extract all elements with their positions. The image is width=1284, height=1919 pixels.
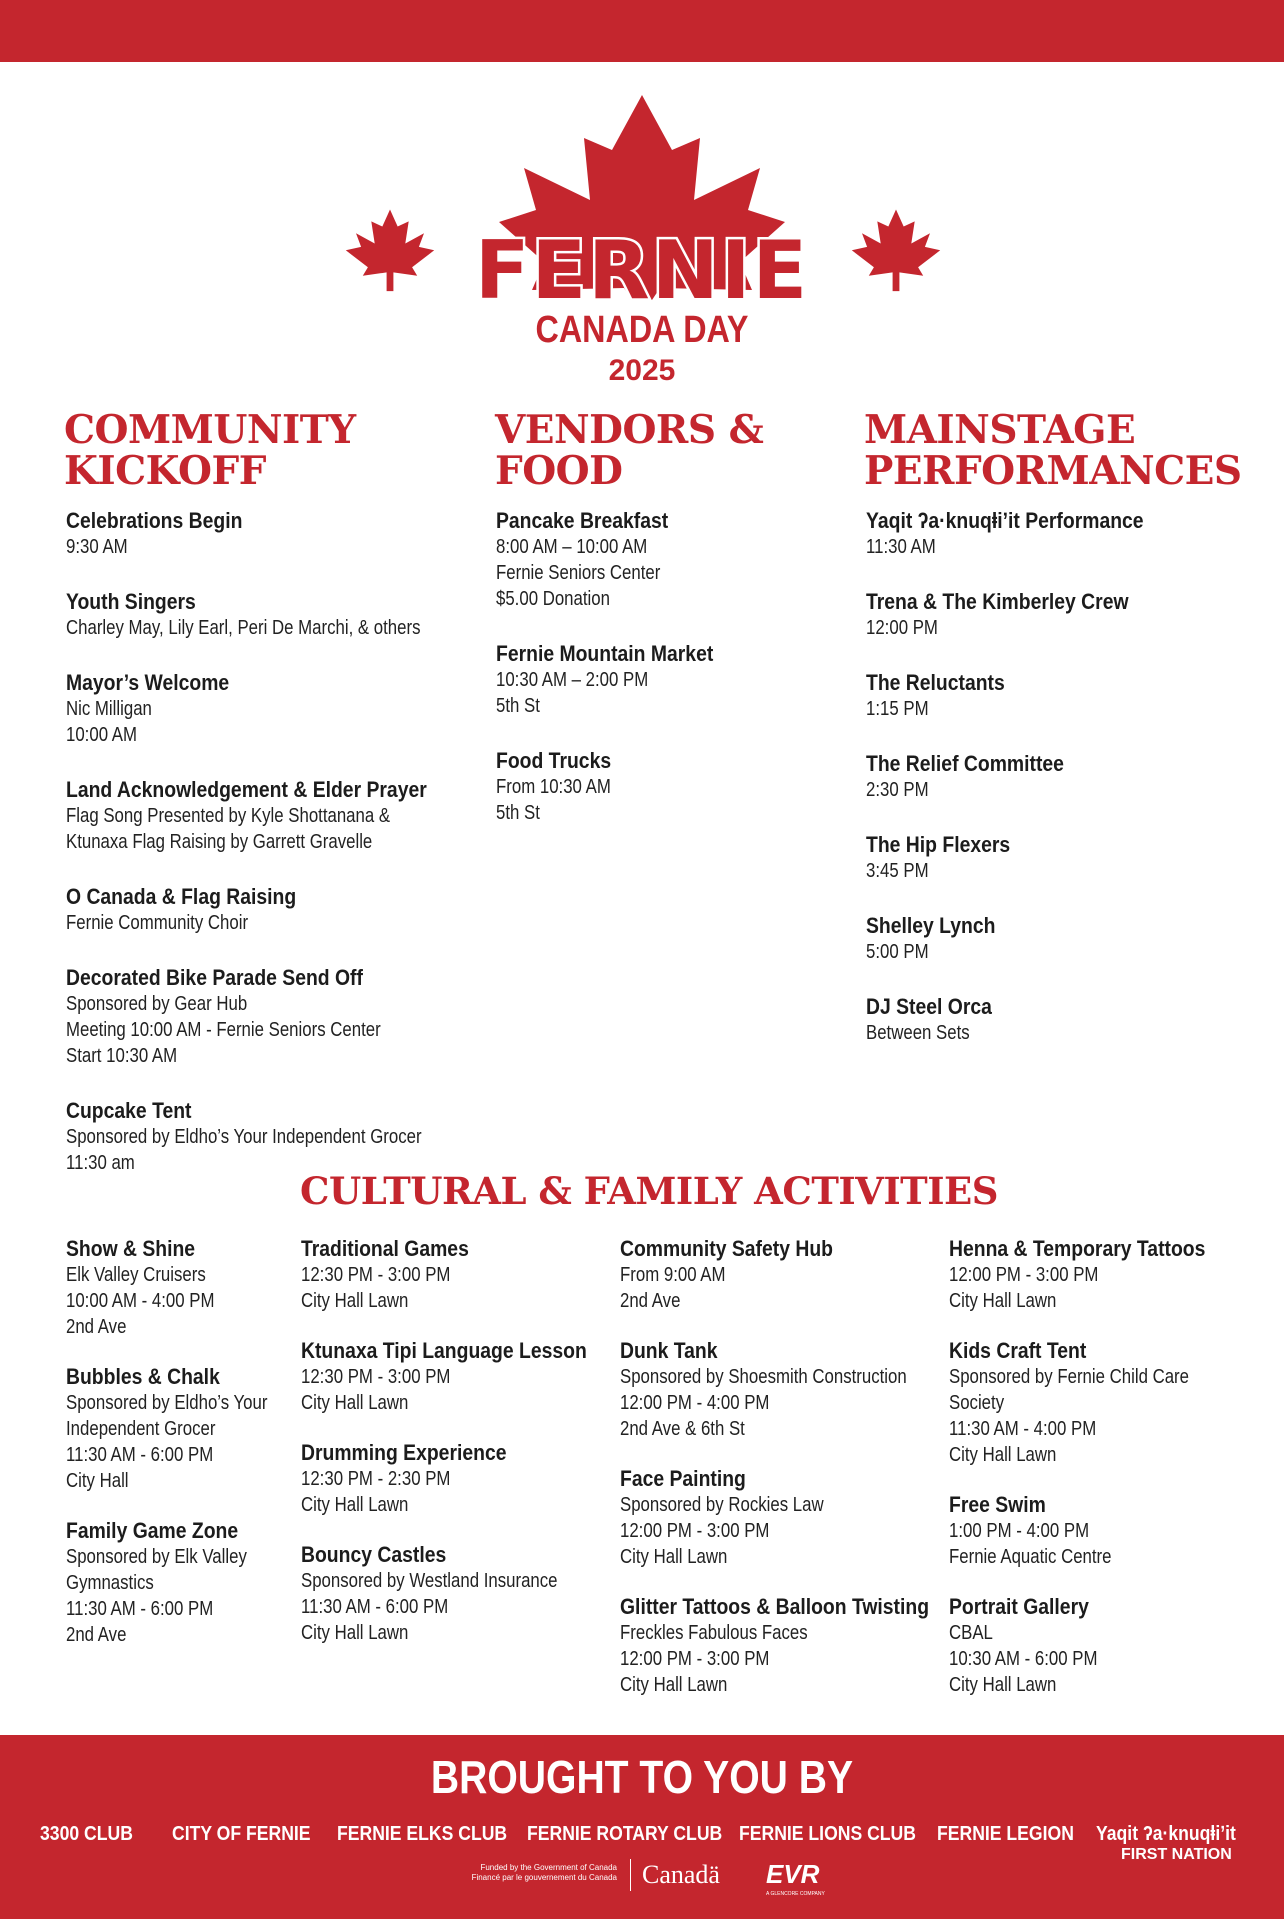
event-item	[949, 1492, 1269, 1570]
event-detail: 1:00 PM - 4:00 PM	[949, 1520, 1090, 1542]
event-detail: Sponsored by Rockies Law	[620, 1494, 824, 1516]
event-detail: Nic Milligan	[66, 698, 152, 720]
event-title: Pancake Breakfast	[496, 508, 669, 533]
event-title: Shelley Lynch	[866, 913, 996, 938]
event-title: Yaqit ʔa·knuqⱡiʼit Performance	[866, 508, 1144, 533]
event-item	[496, 641, 836, 719]
event-detail: City Hall	[66, 1470, 129, 1492]
event-item	[620, 1594, 940, 1698]
event-title: Land Acknowledgement & Elder Prayer	[66, 777, 427, 802]
event-detail: 11:30 AM	[866, 536, 936, 558]
event-detail: 12:00 PM - 3:00 PM	[620, 1520, 770, 1542]
event-detail: Start 10:30 AM	[66, 1045, 178, 1067]
event-item	[301, 1236, 601, 1314]
event-item	[620, 1466, 940, 1570]
evr-tagline: A GLENCORE COMPANY	[766, 1891, 825, 1897]
sponsor-fernie-elks-club: FERNIE ELKS CLUB	[337, 1823, 508, 1845]
event-title: Traditional Games	[301, 1236, 469, 1261]
event-detail: Society	[949, 1392, 1005, 1414]
event-item	[866, 589, 1246, 641]
event-detail: 12:30 PM - 3:00 PM	[301, 1366, 451, 1388]
event-item	[66, 589, 466, 641]
event-detail: 11:30 AM - 6:00 PM	[301, 1596, 449, 1618]
event-detail: 2nd Ave	[66, 1316, 127, 1338]
event-title: Show & Shine	[66, 1236, 196, 1261]
event-detail: 10:00 AM - 4:00 PM	[66, 1290, 215, 1312]
activities-column-4	[949, 1236, 1269, 1722]
event-title: Ktunaxa Tipi Language Lesson	[301, 1338, 587, 1363]
event-detail: 2nd Ave	[620, 1290, 681, 1312]
event-title: Portrait Gallery	[949, 1594, 1089, 1619]
event-detail: 2nd Ave & 6th St	[620, 1418, 745, 1440]
activities-column-3	[620, 1236, 940, 1722]
event-detail: Sponsored by Shoesmith Construction	[620, 1366, 907, 1388]
event-title: Bubbles & Chalk	[66, 1364, 220, 1389]
event-detail: 10:30 AM – 2:00 PM	[496, 669, 649, 691]
event-detail: Elk Valley Cruisers	[66, 1264, 206, 1286]
logo-subtitle: CANADA DAY	[535, 308, 749, 351]
event-item	[66, 965, 466, 1069]
event-title: Face Painting	[620, 1466, 746, 1491]
event-detail: Fernie Aquatic Centre	[949, 1546, 1112, 1568]
footer-divider	[630, 1859, 631, 1891]
event-detail: Meeting 10:00 AM - Fernie Seniors Center	[66, 1019, 381, 1041]
sponsor-first-nation-label: FIRST NATION	[1121, 1846, 1232, 1863]
event-item	[949, 1594, 1269, 1698]
event-detail: Sponsored by Fernie Child Care	[949, 1366, 1189, 1388]
event-detail: Independent Grocer	[66, 1418, 216, 1440]
event-detail: 9:30 AM	[66, 536, 128, 558]
event-item	[866, 751, 1246, 803]
sponsor-city-of-fernie: CITY OF FERNIE	[172, 1823, 311, 1845]
funded-by-notice: Funded by the Government of Canada Financé par le gouvernement du Canada	[471, 1863, 617, 1882]
event-detail: $5.00 Donation	[496, 588, 610, 610]
event-detail: Sponsored by Elk Valley	[66, 1546, 247, 1568]
cultural-family-activities-heading: CULTURAL & FAMILY ACTIVITIES	[300, 1169, 998, 1213]
event-title: Free Swim	[949, 1492, 1046, 1517]
event-item	[66, 670, 466, 748]
event-title: Mayor’s Welcome	[66, 670, 230, 695]
evr-logo: EVR	[766, 1859, 820, 1889]
event-title: Dunk Tank	[620, 1338, 718, 1363]
event-detail: City Hall Lawn	[301, 1494, 409, 1516]
event-detail: Ktunaxa Flag Raising by Garrett Gravelle	[66, 831, 373, 853]
event-item	[949, 1236, 1269, 1314]
event-item	[949, 1338, 1269, 1468]
sponsor-3300-club: 3300 CLUB	[40, 1823, 133, 1845]
event-title: The Hip Flexers	[866, 832, 1011, 857]
event-detail: 11:30 AM - 4:00 PM	[949, 1418, 1097, 1440]
event-title: Cupcake Tent	[66, 1098, 192, 1123]
event-detail: 12:00 PM - 4:00 PM	[620, 1392, 770, 1414]
event-detail: City Hall Lawn	[949, 1444, 1057, 1466]
event-detail: 2:30 PM	[866, 779, 929, 801]
maple-leaf-left-icon	[346, 210, 434, 292]
event-item	[496, 748, 836, 826]
event-detail: 12:30 PM - 2:30 PM	[301, 1468, 451, 1490]
event-detail: 12:00 PM - 3:00 PM	[949, 1264, 1099, 1286]
mainstage-list	[866, 508, 1246, 1075]
event-title: The Reluctants	[866, 670, 1005, 695]
event-detail: From 9:00 AM	[620, 1264, 726, 1286]
logo-year: 2025	[608, 354, 676, 387]
event-title: Family Game Zone	[66, 1518, 239, 1543]
vendors-food-list	[496, 508, 836, 855]
event-detail: CBAL	[949, 1622, 993, 1644]
event-detail: From 10:30 AM	[496, 776, 611, 798]
event-detail: 11:30 AM - 6:00 PM	[66, 1598, 214, 1620]
event-title: DJ Steel Orca	[866, 994, 992, 1019]
event-detail: 1:15 PM	[866, 698, 929, 720]
sponsors-footer	[0, 1735, 1284, 1919]
event-title: Youth Singers	[66, 589, 196, 614]
community-kickoff-list	[66, 508, 466, 1205]
event-detail: City Hall Lawn	[949, 1290, 1057, 1312]
event-detail: Charley May, Lily Earl, Peri De Marchi, & others	[66, 617, 421, 639]
event-detail: 8:00 AM – 10:00 AM	[496, 536, 648, 558]
event-detail: 2nd Ave	[66, 1624, 127, 1646]
fernie-canada-day-logo	[0, 62, 1284, 392]
event-detail: City Hall Lawn	[620, 1546, 728, 1568]
event-detail: City Hall Lawn	[620, 1674, 728, 1696]
event-title: Henna & Temporary Tattoos	[949, 1236, 1206, 1261]
event-detail: 5th St	[496, 802, 540, 824]
event-detail: Fernie Seniors Center	[496, 562, 661, 584]
event-title: Decorated Bike Parade Send Off	[66, 965, 363, 990]
event-title: Fernie Mountain Market	[496, 641, 714, 666]
event-item	[866, 994, 1246, 1046]
event-item	[66, 1236, 286, 1340]
event-item	[620, 1236, 940, 1314]
event-item	[66, 777, 466, 855]
event-detail: 10:00 AM	[66, 724, 137, 746]
maple-leaf-right-icon	[852, 210, 940, 292]
event-item	[66, 1098, 466, 1176]
event-detail: 12:00 PM	[866, 617, 938, 639]
event-detail: Freckles Fabulous Faces	[620, 1622, 808, 1644]
sponsor-fernie-lions-club: FERNIE LIONS CLUB	[739, 1823, 916, 1845]
event-detail: Sponsored by Gear Hub	[66, 993, 248, 1015]
event-detail: 11:30 AM - 6:00 PM	[66, 1444, 214, 1466]
mainstage-heading: MAINSTAGE PERFORMANCES	[864, 407, 1242, 494]
event-detail: 5:00 PM	[866, 941, 929, 963]
event-detail: Sponsored by Westland Insurance	[301, 1570, 558, 1592]
activities-column-1	[66, 1236, 286, 1672]
event-item	[866, 913, 1246, 965]
top-red-band	[0, 0, 1284, 62]
event-title: Trena & The Kimberley Crew	[866, 589, 1129, 614]
event-item	[301, 1542, 601, 1646]
activities-column-2	[301, 1236, 601, 1670]
event-detail: City Hall Lawn	[301, 1290, 409, 1312]
event-title: Drumming Experience	[301, 1440, 507, 1465]
event-detail: Gymnastics	[66, 1572, 154, 1594]
event-detail: 12:00 PM - 3:00 PM	[620, 1648, 770, 1670]
event-item	[66, 1518, 286, 1648]
vendors-food-heading: VENDORS & FOOD	[495, 407, 764, 494]
event-detail: Fernie Community Choir	[66, 912, 249, 934]
event-detail: 5th St	[496, 695, 540, 717]
event-title: Celebrations Begin	[66, 508, 243, 533]
event-item	[496, 508, 836, 612]
event-detail: Sponsored by Eldho’s Your	[66, 1392, 268, 1414]
event-item	[66, 884, 466, 936]
event-detail: Flag Song Presented by Kyle Shottanana &	[66, 805, 391, 827]
event-detail: Sponsored by Eldho’s Your Independent Grocer	[66, 1126, 422, 1148]
event-detail: City Hall Lawn	[301, 1392, 409, 1414]
sponsor-yaqit-first-nation: Yaqit ʔa·knuqⱡiʼit	[1096, 1823, 1236, 1845]
event-item	[301, 1338, 601, 1416]
event-item	[866, 508, 1246, 560]
logo-fernie-word: FERNIE	[474, 224, 810, 317]
event-item	[301, 1440, 601, 1518]
event-item	[866, 670, 1246, 722]
sponsor-fernie-rotary-club: FERNIE ROTARY CLUB	[527, 1823, 723, 1845]
sponsor-fernie-legion: FERNIE LEGION	[937, 1823, 1074, 1845]
event-title: Glitter Tattoos & Balloon Twisting	[620, 1594, 930, 1619]
event-detail: Between Sets	[866, 1022, 970, 1044]
event-item	[620, 1338, 940, 1442]
event-detail: City Hall Lawn	[301, 1622, 409, 1644]
event-detail: 11:30 am	[66, 1152, 135, 1174]
event-detail: City Hall Lawn	[949, 1674, 1057, 1696]
event-item	[866, 832, 1246, 884]
event-title: The Relief Committee	[866, 751, 1064, 776]
canada-wordmark: Canadä	[642, 1860, 720, 1889]
community-kickoff-heading: COMMUNITY KICKOFF	[64, 407, 356, 494]
event-detail: 12:30 PM - 3:00 PM	[301, 1264, 451, 1286]
event-item	[66, 508, 466, 560]
brought-to-you-by-heading: BROUGHT TO YOU BY	[430, 1751, 854, 1803]
event-detail: 10:30 AM - 6:00 PM	[949, 1648, 1098, 1670]
event-title: Kids Craft Tent	[949, 1338, 1087, 1363]
event-title: Community Safety Hub	[620, 1236, 833, 1261]
event-title: Bouncy Castles	[301, 1542, 447, 1567]
event-title: Food Trucks	[496, 748, 612, 773]
event-item	[66, 1364, 286, 1494]
event-detail: 3:45 PM	[866, 860, 929, 882]
event-title: O Canada & Flag Raising	[66, 884, 297, 909]
